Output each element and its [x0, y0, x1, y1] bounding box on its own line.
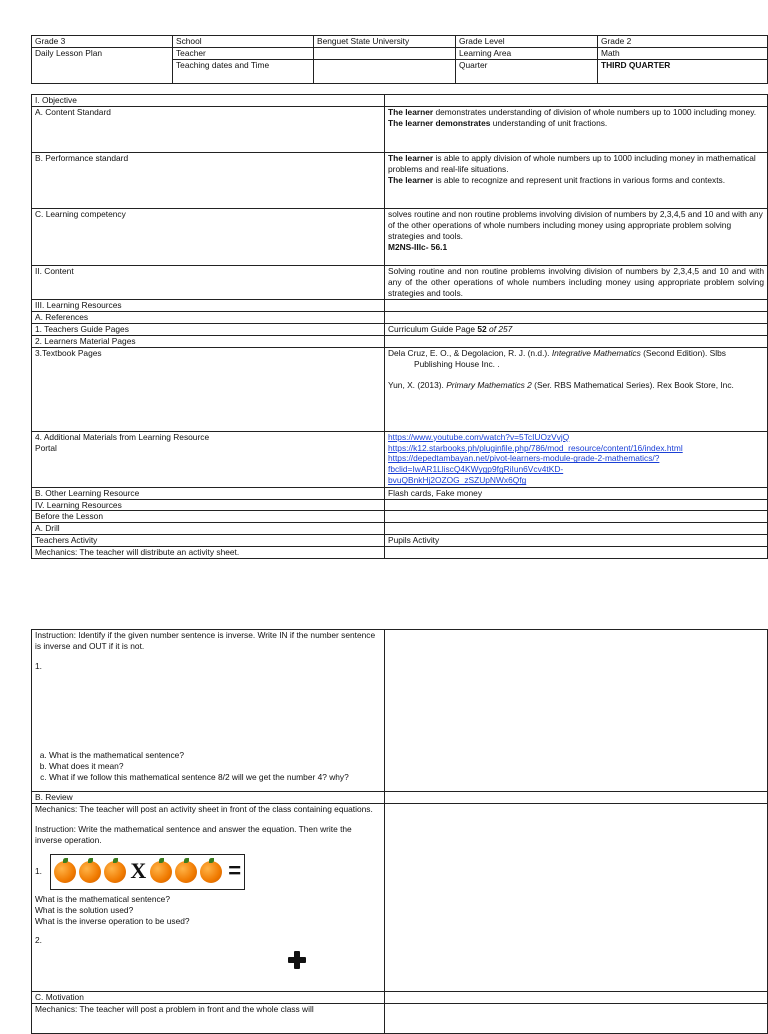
content-heading: II. Content [32, 265, 385, 299]
deped-link-cont[interactable]: fbclid=IwAR1LliscQ4KWygp9fgRiIun6Vcv4tKD- [388, 464, 564, 475]
oranges-equation [50, 854, 245, 890]
orange-icon [54, 861, 76, 883]
youtube-link[interactable]: https://www.youtube.com/watch?v=5TcIUOzVvjQ [388, 431, 570, 442]
pupils-activity-header: Pupils Activity [385, 535, 768, 547]
quarter-value: THIRD QUARTER [598, 59, 768, 83]
reference-item: Dela Cruz, E. O., & Degolacion, R. J. (n.d.). Integrative Mathematics (Second Edition). Slbs Publishing House Inc. . [388, 347, 726, 369]
drill-instruction: Instruction: Identify if the given number sentence is inverse. Write IN if the number sentence is inverse and OUT if it is not. [35, 630, 376, 651]
teacher-label: Teacher [173, 47, 314, 59]
equation-number: 1. [35, 865, 42, 876]
drill-instruction-cell [32, 630, 385, 792]
learners-material-label: 2. Learners Material Pages [32, 335, 385, 347]
question-item: b. What does it mean? [49, 761, 381, 772]
textbook-pages-label: 3.Textbook Pages [32, 347, 385, 431]
equation-row [35, 854, 381, 890]
content-standard-text: The learner demonstrates understanding of division of whole numbers up to 1000 including money. The learner demonstrates understanding of unit fractions. [385, 106, 768, 152]
quarter-label: Quarter [456, 59, 598, 83]
question-item: a. What is the mathematical sentence? [49, 750, 381, 761]
grade-cell: Grade 3 [32, 36, 173, 48]
textbook-references [385, 347, 768, 431]
objective-heading: I. Objective [32, 95, 385, 107]
starbooks-link[interactable]: https://k12.starbooks.ph/pluginfile.php/786/mod_resource/content/16/index.html [388, 442, 683, 453]
motivation-mechanics: Mechanics: The teacher will post a problem in front and the whole class will [32, 1003, 385, 1033]
content-text: Solving routine and non routine problems involving division of numbers by 2,3,4,5 and 10 and with any of the other operations of whole numbers including money using appropriate problem solving strategies and tools. [385, 265, 768, 299]
teaching-dates-value [314, 59, 456, 83]
procedure-heading: IV. Learning Resources [32, 499, 385, 511]
content-standard-label: A. Content Standard [32, 106, 385, 152]
item-number: 2. [35, 935, 42, 946]
learning-area-value: Math [598, 47, 768, 59]
review-mechanics: Mechanics: The teacher will post an activity sheet in front of the class containing equations. [35, 803, 373, 814]
teacher-value [314, 47, 456, 59]
orange-icon [175, 861, 197, 883]
school-label: School [173, 36, 314, 48]
learning-resources-heading: III. Learning Resources [32, 299, 385, 311]
performance-standard-label: B. Performance standard [32, 152, 385, 208]
review-instruction: Instruction: Write the mathematical sentence and answer the equation. Then write the inverse operation. [35, 823, 352, 845]
review-content [32, 803, 385, 991]
equals-sign: = [228, 858, 242, 884]
reference-item: Yun, X. (2013). Primary Mathematics 2 (Ser. RBS Mathematical Series). Rex Book Store, Inc. [388, 380, 734, 391]
additional-materials-links [385, 431, 768, 487]
review-question: What is the inverse operation to be used? [35, 915, 190, 926]
review-question: What is the solution used? [35, 904, 134, 915]
times-sign: X [130, 858, 147, 884]
school-value: Benguet State University [314, 36, 456, 48]
learning-competency-label: C. Learning competency [32, 208, 385, 265]
learning-area-label: Learning Area [456, 47, 598, 59]
other-resources-label: B. Other Learning Resource [32, 487, 385, 499]
lesson-plan-table [31, 94, 768, 559]
motivation-label: C. Motivation [32, 991, 385, 1003]
additional-materials-label: 4. Additional Materials from Learning Resource Portal [32, 431, 385, 487]
teachers-guide-value: Curriculum Guide Page 52 of 257 [385, 323, 768, 335]
header-table [31, 35, 768, 84]
drill-mechanics: Mechanics: The teacher will distribute an activity sheet. [32, 547, 385, 559]
review-label: B. Review [32, 792, 385, 804]
drill-label: A. Drill [32, 523, 385, 535]
learning-competency-text: solves routine and non routine problems involving division of numbers by 2,3,4,5 and 10 and with any of the other operations of whole numbers including money using appropriate problem solving strategies and tools. M2NS-IIIc- 56.1 [385, 208, 768, 265]
performance-standard-text: The learner is able to apply division of whole numbers up to 1000 including money in mathematical problems and real-life situations. The learner is able to recognize and represent unit fractions in various forms and contexts. [385, 152, 768, 208]
deped-link[interactable]: https://depedtambayan.net/pivot-learners-module-grade-2-mathematics/? [388, 453, 660, 464]
item-number: 1. [35, 660, 42, 671]
teachers-activity-header: Teachers Activity [32, 535, 385, 547]
orange-icon [104, 861, 126, 883]
grade-level-label: Grade Level [456, 36, 598, 48]
plan-type-cell: Daily Lesson Plan [32, 47, 173, 83]
grade-level-value: Grade 2 [598, 36, 768, 48]
orange-icon [200, 861, 222, 883]
references-label: A. References [32, 311, 385, 323]
review-question: What is the mathematical sentence? [35, 893, 170, 904]
orange-icon [150, 861, 172, 883]
question-item: c. What if we follow this mathematical sentence 8/2 will we get the number 4? why? [49, 772, 381, 783]
teachers-guide-label: 1. Teachers Guide Pages [32, 323, 385, 335]
before-lesson-label: Before the Lesson [32, 511, 385, 523]
question-list [35, 750, 381, 783]
other-resources-value: Flash cards, Fake money [385, 487, 768, 499]
orange-icon [79, 861, 101, 883]
plus-icon [288, 951, 306, 969]
teaching-dates-label: Teaching dates and Time [173, 59, 314, 83]
page-2-table [31, 629, 768, 1034]
deped-link-cont[interactable]: bvuQBnkHj2OZOG_zSZUpNWx6Qfg [388, 475, 527, 486]
